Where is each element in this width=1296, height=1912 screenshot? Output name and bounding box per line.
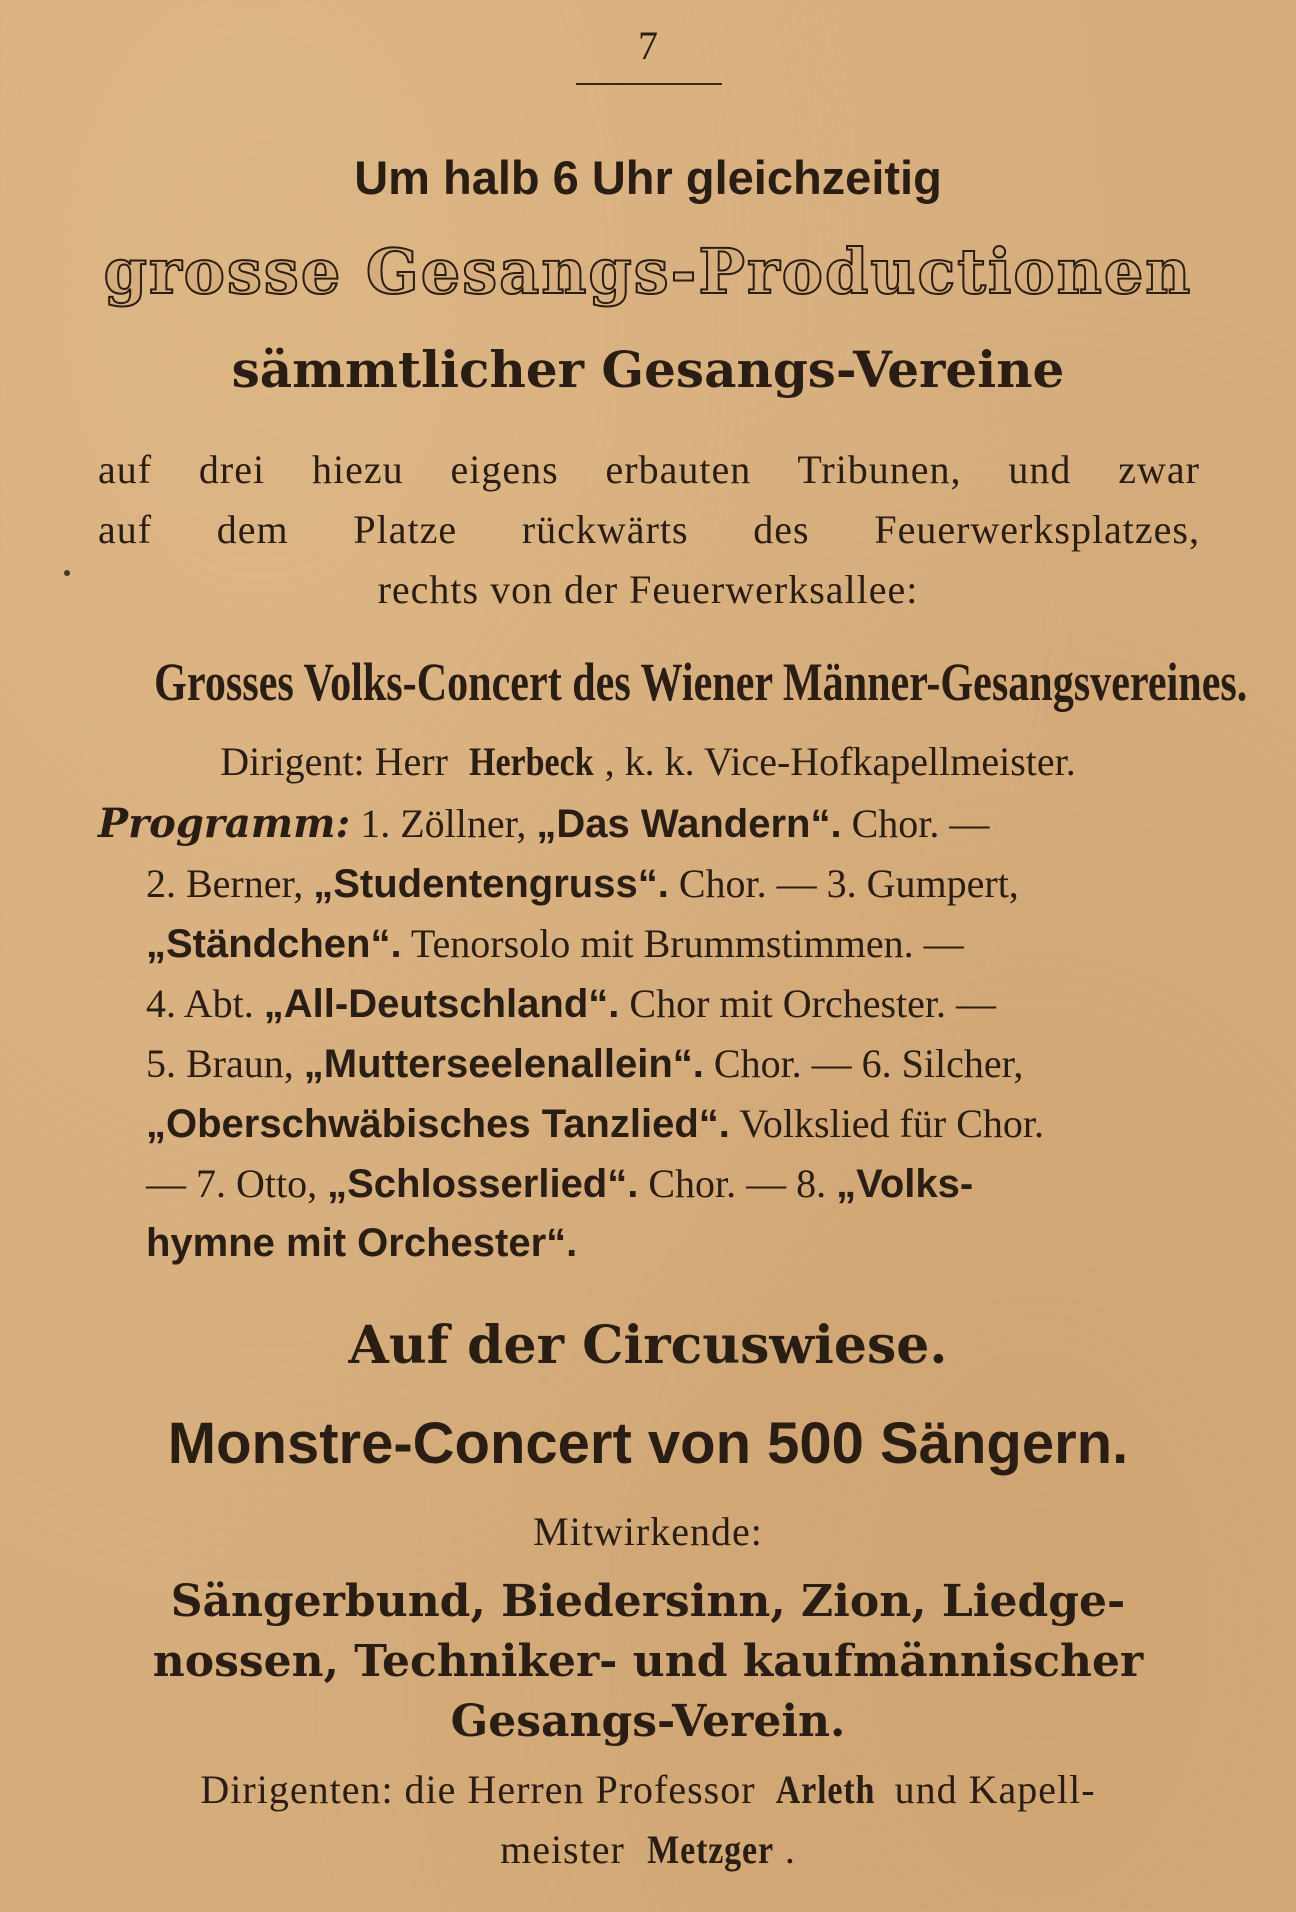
program-line-3 [146,920,964,967]
program-line-4 [146,980,996,1027]
program-line-2 [146,860,1019,907]
main-title: grosse Gesangs-Productionen [103,235,1193,308]
participants-line-3: Gesangs-Verein. [450,1696,846,1747]
concert2-conductors-line-2 [0,1826,1296,1873]
program-item-2-type: Chor. — 3. Gumpert, [668,861,1019,906]
program-item-3-title: „Ständchen“. [146,922,402,966]
concert1-conductor [0,738,1296,785]
program-item-4-composer: 4. Abt. [146,981,264,1026]
program-item-2-composer: 2. Berner, [146,861,314,906]
participants-line-2: nossen, Techniker- und kaufmännischer [152,1636,1144,1687]
program-item-7-title: „Schlosserlied“. [327,1162,639,1206]
conductors-l2-prefix: meister [500,1827,636,1872]
time-line: Um halb 6 Uhr gleichzeitig [354,151,942,204]
program-item-1-title: „Das Wandern“. [536,802,842,846]
participants-line-1: Sängerbund, Biedersinn, Zion, Liedge- [170,1576,1126,1627]
concert1-title [0,650,1296,713]
location-line-3: rechts von der Feuerwerksallee: [377,567,919,612]
conductor-suffix: , k. k. Vice-Hofkapellmeister. [604,739,1076,784]
program-item-5-type: Chor. — 6. Silcher, [703,1041,1024,1086]
program-line-5 [146,1040,1023,1087]
location-line-2: auf dem Platze rückwärts des Feuerwerksplatzes, [98,507,1200,552]
program-item-1-type: Chor. — [841,801,990,846]
subtitle: sämmtlicher Gesangs-Vereine [231,340,1065,399]
conductors-l2-suffix: . [784,1827,796,1872]
page-number-rule [576,83,722,85]
concert2-venue: Auf der Circuswiese. [348,1315,948,1376]
concert2-conductors-line-1 [0,1766,1296,1813]
page-number: 7 [638,23,658,68]
program-item-7-type: Chor. — 8. [638,1161,837,1206]
conductors-mid: und Kapell- [883,1767,1096,1812]
conductor-metzger: Metzger [646,1827,774,1872]
program-item-2-title: „Studentengruss“. [313,862,669,906]
program-line-7 [146,1160,973,1207]
program-item-4-type: Chor mit Orchester. — [619,981,996,1026]
program-item-4-title: „All-Deutschland“. [263,982,620,1026]
participants-label: Mitwirkende: [533,1509,763,1554]
program-item-8-title-end: hymne mit Orchester“. [146,1221,578,1265]
program-item-5-title: „Mutterseelenallein“. [303,1042,704,1086]
conductors-prefix: Dirigenten: die Herren Professor [200,1767,767,1812]
program-item-8-title-start: „Volks- [836,1162,974,1206]
program-line-1 [98,800,989,847]
concert2-title: Monstre-Concert von 500 Sängern. [167,1411,1129,1476]
conductor-name: Herbeck [468,739,594,784]
location-line-1: auf drei hiezu eigens erbauten Tribunen, und zwar [98,447,1200,492]
paper-speck [64,570,70,576]
program-line-8 [146,1220,577,1266]
program-item-1-composer: 1. Zöllner, [350,801,537,846]
program-item-7-composer: — 7. Otto, [146,1161,328,1206]
program-label: Programm: [98,800,351,847]
conductor-arleth: Arleth [775,1767,875,1812]
program-item-6-title: „Oberschwäbisches Tanzlied“. [146,1102,730,1146]
program-item-6-type: Volkslied für Chor. [729,1101,1044,1146]
program-item-3-type: Tenorsolo mit Brummstimmen. — [401,921,964,966]
program-line-6 [146,1100,1044,1147]
program-item-5-composer: 5. Braun, [146,1041,304,1086]
concert1-title-text: Grosses Volks-Concert des Wiener Männer-Gesangsvereines. [154,652,1248,712]
conductor-prefix: Dirigent: Herr [220,739,458,784]
